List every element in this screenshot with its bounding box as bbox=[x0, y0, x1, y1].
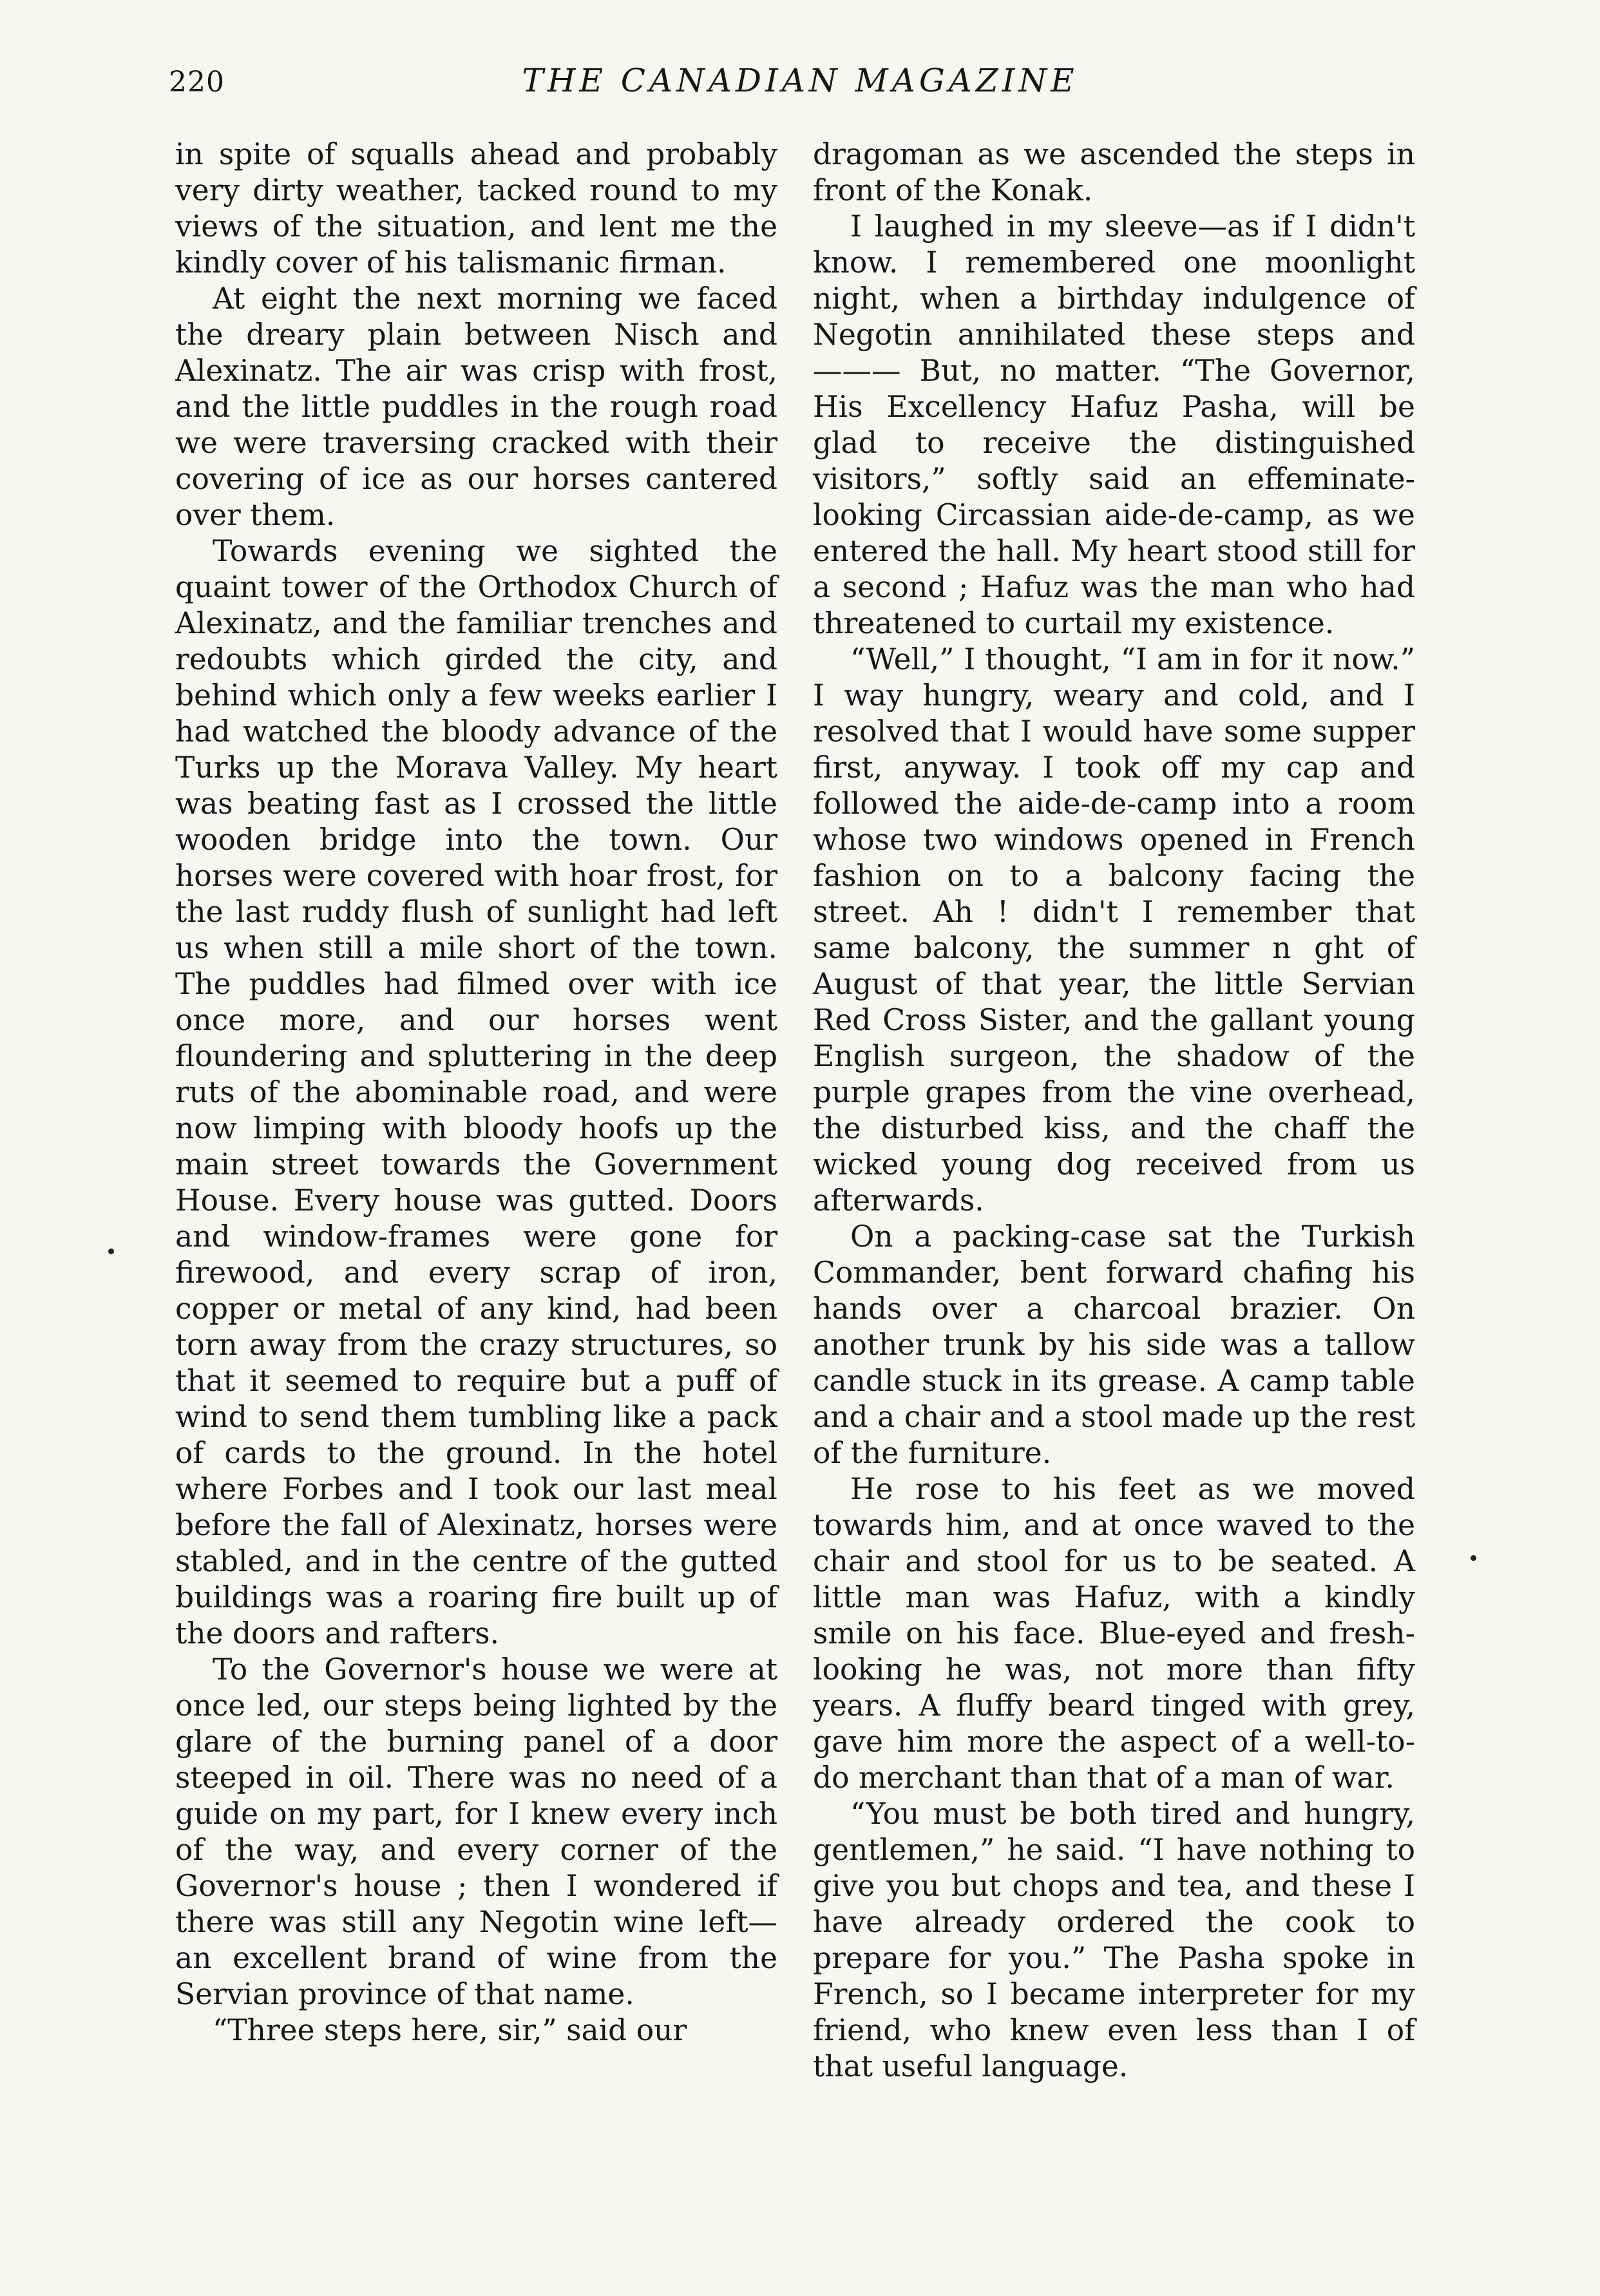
paragraph: At eight the next morning we faced the dreary plain between Nisch and Alexinatz. The air was crisp with frost, and the little puddles in the rough road we were traversing cracked with their covering of ice as our horses cantered over them. bbox=[175, 282, 777, 532]
paragraph: dragoman as we ascended the steps in front of the Konak. bbox=[813, 137, 1415, 207]
ink-speck bbox=[1471, 1555, 1476, 1561]
left-text-column bbox=[175, 137, 777, 2049]
right-text-column bbox=[813, 137, 1415, 2085]
paragraph: “Three steps here, sir,” said our bbox=[213, 2013, 687, 2047]
paragraph: He rose to his feet as we moved towards him, and at once waved to the chair and stool for us to be seated. A little man was Hafuz, with a kindly smile on his face. Blue-eyed and fresh-looking he was, not more than fifty years. A fluffy beard tinged with grey, gave him more the aspect of a well-to-do merchant than that of a man of war. bbox=[813, 1472, 1415, 1795]
paragraph: Towards evening we sighted the quaint tower of the Orthodox Church of Alexinatz, and the familiar trenches and redoubts which girded the city, and behind which only a few weeks earlier I had watched the bloody advance of the Turks up the Morava Valley. My heart was beating fast as I crossed the little wooden bridge into the town. Our horses were covered with hoar frost, for the last ruddy flush of sunlight had left us when still a mile short of the town. The puddles had filmed over with ice once more, and our horses went floundering and spluttering in the deep ruts of the abominable road, and were now limping with bloody hoofs up the main street towards the Government House. Every house was gutted. Doors and window-frames were gone for firewood, and every scrap of iron, copper or metal of any kind, had been torn away from the crazy structures, so that it seemed to require but a puff of wind to send them tumbling like a pack of cards to the ground. In the hotel where Forbes and I took our last meal before the fall of Alexinatz, horses were stabled, and in the centre of the gutted buildings was a roaring fire built up of the doors and rafters. bbox=[175, 534, 777, 1650]
paragraph: I laughed in my sleeve—as if I didn't know. I remembered one moonlight night, when a birthday indulgence of Negotin annihilated these steps and ——— But, no matter. “The Governor, His Excellency Hafuz Pasha, will be glad to receive the distinguished visitors,” softly said an effeminate-looking Circassian aide-de-camp, as we entered the hall. My heart stood still for a second ; Hafuz was the man who had threatened to curtail my existence. bbox=[813, 209, 1415, 640]
paragraph: On a packing-case sat the Turkish Commander, bent forward chafing his hands over a charcoal brazier. On another trunk by his side was a tallow candle stuck in its grease. A camp table and a chair and a stool made up the rest of the furniture. bbox=[813, 1220, 1415, 1470]
ink-speck bbox=[108, 1248, 114, 1254]
paragraph: “Well,” I thought, “I am in for it now.” I way hungry, weary and cold, and I resolved that I would have some supper first, anyway. I took off my cap and followed the aide-de-camp into a room whose two windows opened in French fashion on to a balcony facing the street. Ah ! didn't I remember that same balcony, the summer n ght of August of that year, the little Servian Red Cross Sister, and the gallant young English surgeon, the shadow of the purple grapes from the vine overhead, the disturbed kiss, and the chaff the wicked young dog received from us afterwards. bbox=[813, 642, 1415, 1218]
page-number: 220 bbox=[169, 66, 225, 99]
running-head-title: THE CANADIAN MAGAZINE bbox=[522, 62, 1078, 99]
paragraph: in spite of squalls ahead and probably very dirty weather, tacked round to my views of the situation, and lent me the kindly cover of his talismanic firman. bbox=[175, 137, 777, 280]
paragraph: To the Governor's house we were at once led, our steps being lighted by the glare of the burning panel of a door steeped in oil. There was no need of a guide on my part, for I knew every inch of the way, and every corner of the Governor's house ; then I wondered if there was still any Negotin wine left—an excellent brand of wine from the Servian province of that name. bbox=[175, 1652, 777, 2011]
paragraph: “You must be both tired and hungry, gentlemen,” he said. “I have nothing to give you but chops and tea, and these I have already ordered the cook to prepare for you.” The Pasha spoke in French, so I became interpreter for my friend, who knew even less than I of that useful language. bbox=[813, 1797, 1415, 2083]
